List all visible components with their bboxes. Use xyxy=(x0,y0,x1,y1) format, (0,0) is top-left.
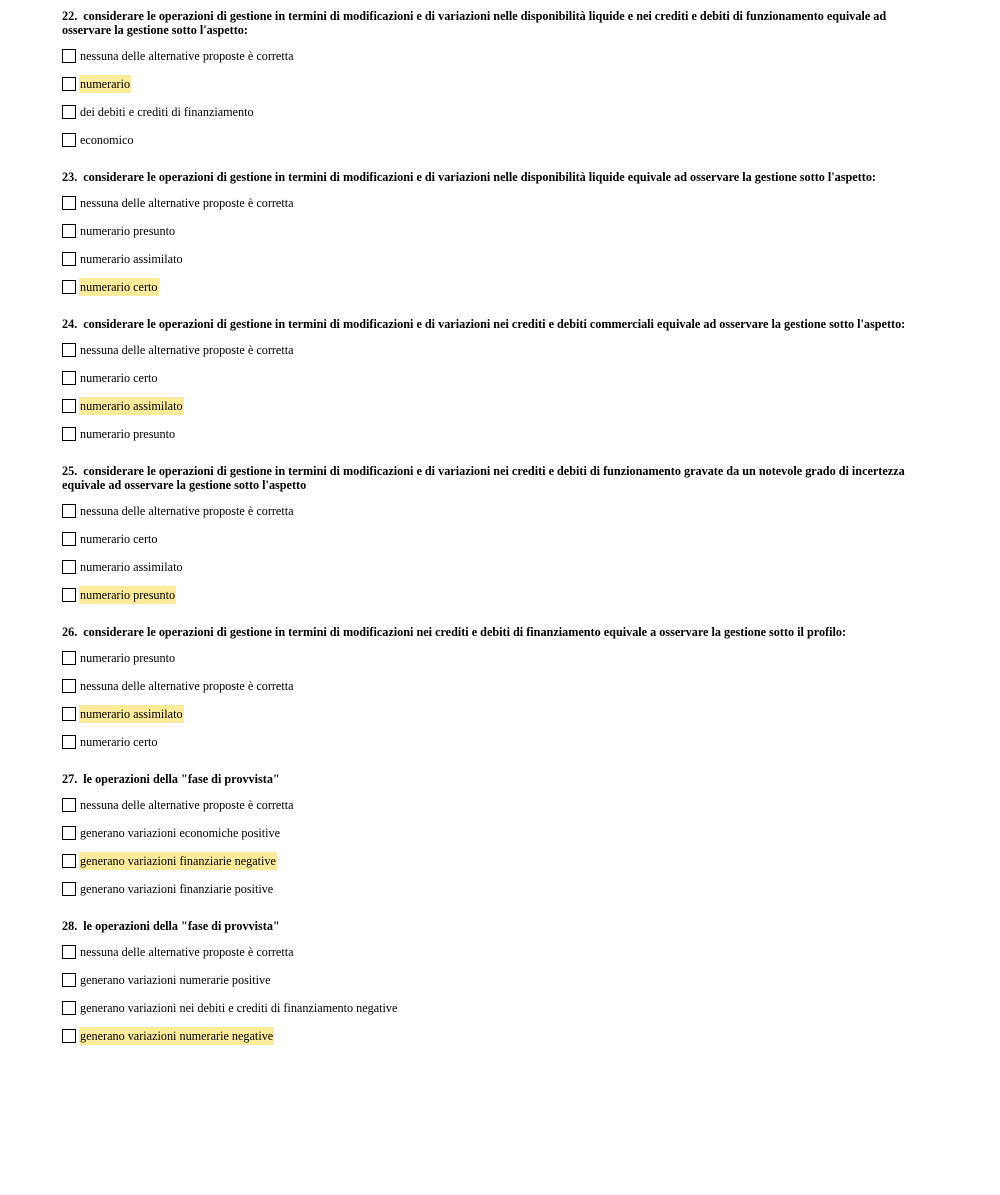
answer-option xyxy=(62,847,932,875)
question-number: 26. xyxy=(62,625,78,639)
answer-checkbox[interactable] xyxy=(62,798,76,812)
answer-checkbox[interactable] xyxy=(62,371,76,385)
question-text: le operazioni della "fase di provvista" xyxy=(83,772,280,786)
answer-option xyxy=(62,700,932,728)
answer-option xyxy=(62,1022,932,1050)
answer-checkbox[interactable] xyxy=(62,735,76,749)
question-text: considerare le operazioni di gestione in termini di modificazioni e di variazioni nei crediti e debiti commerciali equivale ad osservare la gestione sotto l'aspetto: xyxy=(83,317,906,331)
answer-checkbox[interactable] xyxy=(62,224,76,238)
question-heading xyxy=(62,919,932,933)
answer-checkbox[interactable] xyxy=(62,504,76,518)
answer-checkbox[interactable] xyxy=(62,399,76,413)
answer-label: numerario assimilato xyxy=(80,560,183,574)
answer-checkbox[interactable] xyxy=(62,196,76,210)
answer-checkbox[interactable] xyxy=(62,427,76,441)
question-number: 22. xyxy=(62,9,78,23)
answer-checkbox[interactable] xyxy=(62,826,76,840)
answer-option xyxy=(62,994,932,1022)
answer-option xyxy=(62,728,932,756)
question-block xyxy=(62,464,932,609)
answer-checkbox[interactable] xyxy=(62,343,76,357)
answer-option xyxy=(62,553,932,581)
answer-checkbox[interactable] xyxy=(62,532,76,546)
answer-checkbox[interactable] xyxy=(62,77,76,91)
question-block xyxy=(62,317,932,448)
answer-label-highlighted: generano variazioni finanziarie negative xyxy=(80,854,276,868)
answer-label: generano variazioni numerarie positive xyxy=(80,973,271,987)
question-block xyxy=(62,772,932,903)
answer-checkbox[interactable] xyxy=(62,252,76,266)
answer-label: numerario certo xyxy=(80,735,158,749)
answer-label: numerario presunto xyxy=(80,427,176,441)
answer-option xyxy=(62,42,932,70)
answer-checkbox[interactable] xyxy=(62,560,76,574)
answer-label: generano variazioni nei debiti e crediti di finanziamento negative xyxy=(80,1001,398,1015)
answer-option xyxy=(62,245,932,273)
answer-checkbox[interactable] xyxy=(62,1001,76,1015)
answer-label: nessuna delle alternative proposte è corretta xyxy=(80,196,294,210)
answer-option xyxy=(62,581,932,609)
answer-checkbox[interactable] xyxy=(62,882,76,896)
answer-checkbox[interactable] xyxy=(62,588,76,602)
answer-checkbox[interactable] xyxy=(62,707,76,721)
question-heading xyxy=(62,625,932,639)
answer-checkbox[interactable] xyxy=(62,1029,76,1043)
answer-option xyxy=(62,273,932,301)
answer-label-highlighted: numerario assimilato xyxy=(80,399,183,413)
answer-label-highlighted: numerario presunto xyxy=(80,588,176,602)
answer-label: dei debiti e crediti di finanziamento xyxy=(80,105,254,119)
answer-checkbox[interactable] xyxy=(62,105,76,119)
question-text: considerare le operazioni di gestione in termini di modificazioni e di variazioni nei crediti e debiti di funzionamento gravate da un notevole grado di incertezza equivale ad osservare la gestione sotto l'aspetto xyxy=(62,464,905,492)
question-number: 28. xyxy=(62,919,78,933)
question-block xyxy=(62,625,932,756)
question-heading xyxy=(62,772,932,786)
answer-checkbox[interactable] xyxy=(62,49,76,63)
question-heading xyxy=(62,9,932,37)
answer-label-highlighted: numerario assimilato xyxy=(80,707,183,721)
answer-option xyxy=(62,70,932,98)
answer-option xyxy=(62,938,932,966)
answer-checkbox[interactable] xyxy=(62,651,76,665)
answer-option xyxy=(62,217,932,245)
answer-option xyxy=(62,644,932,672)
answer-label: nessuna delle alternative proposte è corretta xyxy=(80,679,294,693)
answer-label: nessuna delle alternative proposte è corretta xyxy=(80,49,294,63)
question-number: 23. xyxy=(62,170,78,184)
answer-label: nessuna delle alternative proposte è corretta xyxy=(80,504,294,518)
answer-label-highlighted: numerario certo xyxy=(80,280,158,294)
answer-label: generano variazioni economiche positive xyxy=(80,826,280,840)
answer-option xyxy=(62,392,932,420)
answer-option xyxy=(62,336,932,364)
answer-label: numerario presunto xyxy=(80,224,176,238)
answer-option xyxy=(62,364,932,392)
answer-label: numerario certo xyxy=(80,532,158,546)
answer-label: nessuna delle alternative proposte è corretta xyxy=(80,343,294,357)
answer-option xyxy=(62,189,932,217)
answer-checkbox[interactable] xyxy=(62,854,76,868)
quiz-list xyxy=(62,9,932,1066)
answer-checkbox[interactable] xyxy=(62,945,76,959)
question-text: considerare le operazioni di gestione in termini di modificazioni e di variazioni nelle disponibilità liquide e nei crediti e debiti di funzionamento equivale ad osservare la gestione sotto l'aspetto: xyxy=(62,9,887,37)
answer-option xyxy=(62,966,932,994)
answer-label: nessuna delle alternative proposte è corretta xyxy=(80,945,294,959)
answer-option xyxy=(62,875,932,903)
answer-option xyxy=(62,791,932,819)
answer-option xyxy=(62,98,932,126)
question-block xyxy=(62,9,932,154)
answer-label-highlighted: numerario xyxy=(80,77,131,91)
question-text: considerare le operazioni di gestione in termini di modificazioni nei crediti e debiti di finanziamento equivale a osservare la gestione sotto il profilo: xyxy=(83,625,847,639)
question-heading xyxy=(62,317,932,331)
answer-option xyxy=(62,420,932,448)
question-block xyxy=(62,919,932,1050)
question-heading xyxy=(62,170,932,184)
question-heading xyxy=(62,464,932,492)
answer-label: economico xyxy=(80,133,134,147)
question-number: 27. xyxy=(62,772,78,786)
question-number: 24. xyxy=(62,317,78,331)
answer-label: generano variazioni finanziarie positive xyxy=(80,882,274,896)
answer-checkbox[interactable] xyxy=(62,280,76,294)
answer-checkbox[interactable] xyxy=(62,133,76,147)
answer-label: numerario assimilato xyxy=(80,252,183,266)
answer-option xyxy=(62,497,932,525)
answer-label: numerario certo xyxy=(80,371,158,385)
answer-option xyxy=(62,672,932,700)
question-text: considerare le operazioni di gestione in termini di modificazioni e di variazioni nelle disponibilità liquide equivale ad osservare la gestione sotto l'aspetto: xyxy=(83,170,876,184)
answer-label-highlighted: generano variazioni numerarie negative xyxy=(80,1029,274,1043)
answer-checkbox[interactable] xyxy=(62,973,76,987)
answer-option xyxy=(62,819,932,847)
answer-option xyxy=(62,525,932,553)
answer-option xyxy=(62,126,932,154)
answer-label: nessuna delle alternative proposte è corretta xyxy=(80,798,294,812)
question-text: le operazioni della "fase di provvista" xyxy=(83,919,280,933)
answer-checkbox[interactable] xyxy=(62,679,76,693)
question-block xyxy=(62,170,932,301)
answer-label: numerario presunto xyxy=(80,651,176,665)
question-number: 25. xyxy=(62,464,78,478)
